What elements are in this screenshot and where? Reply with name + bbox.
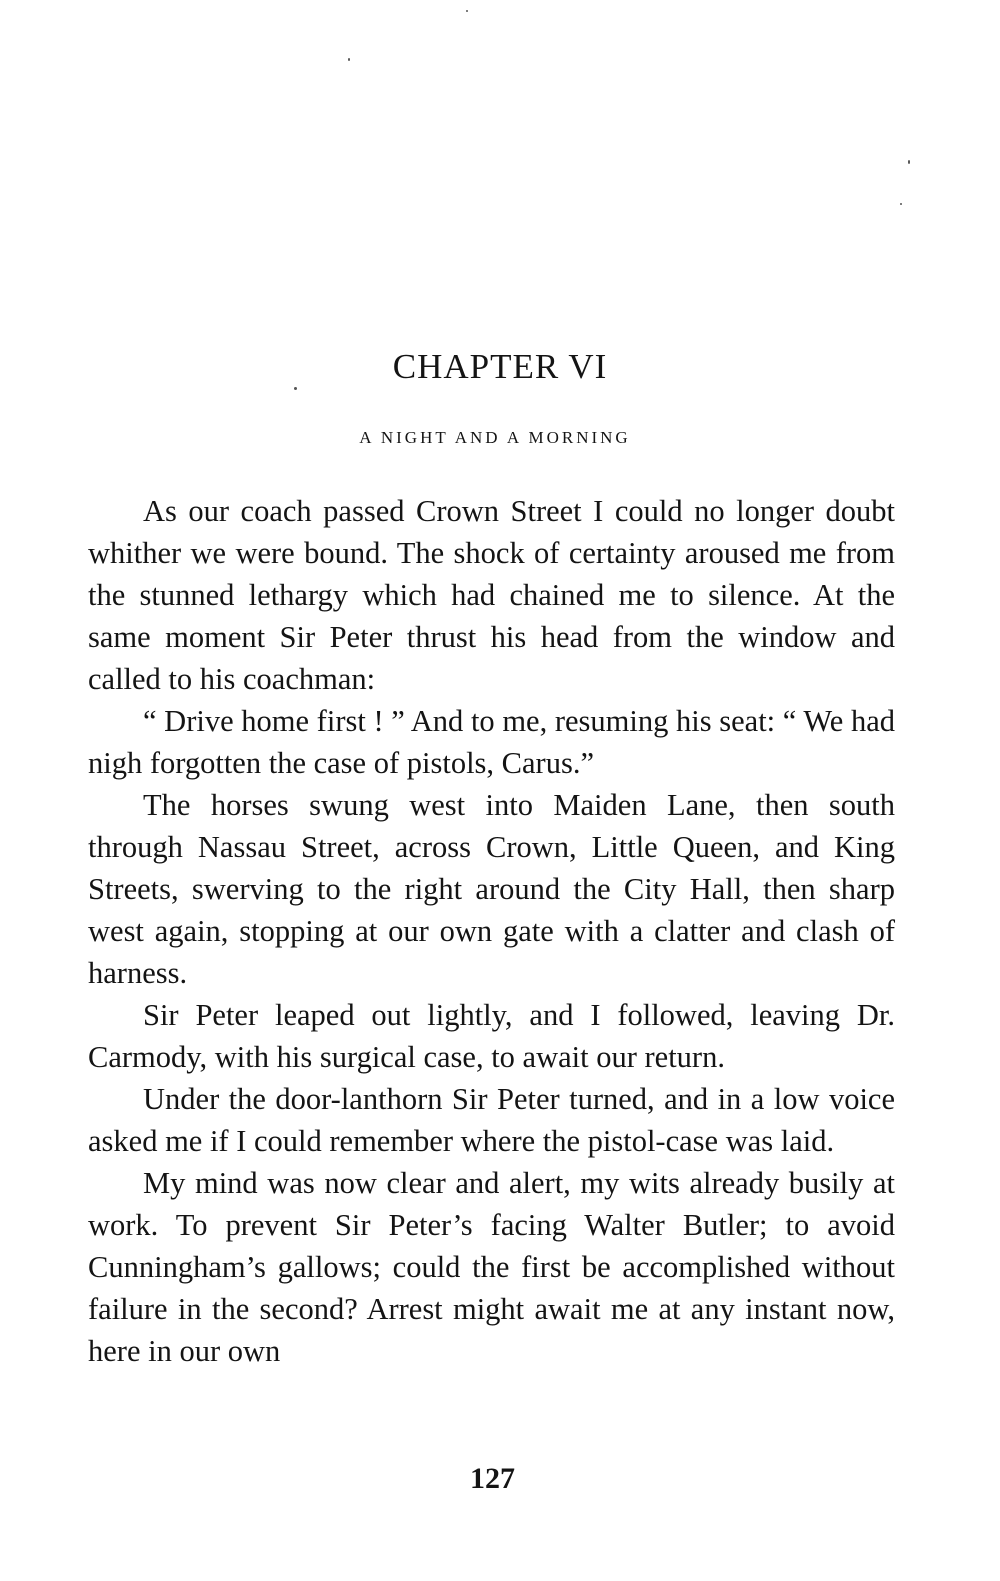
chapter-title: CHAPTER VI (392, 347, 608, 386)
print-speck (908, 160, 910, 164)
paragraph: Sir Peter leaped out lightly, and I followed, leaving Dr. Carmody, with his surgical case, to await our return. (88, 998, 895, 1074)
print-speck (900, 203, 902, 205)
paragraph: Under the door-lanthorn Sir Peter turned, and in a low voice asked me if I could remember where the pistol-case was laid. (88, 1082, 895, 1158)
print-speck (348, 58, 350, 61)
body-text (88, 490, 895, 1372)
paragraph: The horses swung west into Maiden Lane, then south through Nassau Street, across Crown, Little Queen, and King Streets, swerving to the right around the City Hall, then sharp west again, stopping at our own gate with a clatter and clash of harness. (88, 788, 895, 990)
paragraph: As our coach passed Crown Street I could no longer doubt whither we were bound. The shock of certainty aroused me from the stunned lethargy which had chained me to silence. At the same moment Sir Peter thrust his head from the window and called to his coachman: (88, 494, 895, 696)
chapter-subtitle: A NIGHT AND A MORNING (359, 428, 631, 447)
paragraph: “ Drive home first ! ” And to me, resuming his seat: “ We had nigh forgotten the case of pistols, Carus.” (88, 704, 895, 780)
page-number: 127 (470, 1462, 515, 1495)
paragraph: My mind was now clear and alert, my wits already busily at work. To prevent Sir Peter’s facing Walter Butler; to avoid Cunningham’s gallows; could the first be accomplished without failure in the second? Arrest might await me at any instant now, here in our own (88, 1166, 895, 1368)
print-speck (466, 10, 468, 12)
